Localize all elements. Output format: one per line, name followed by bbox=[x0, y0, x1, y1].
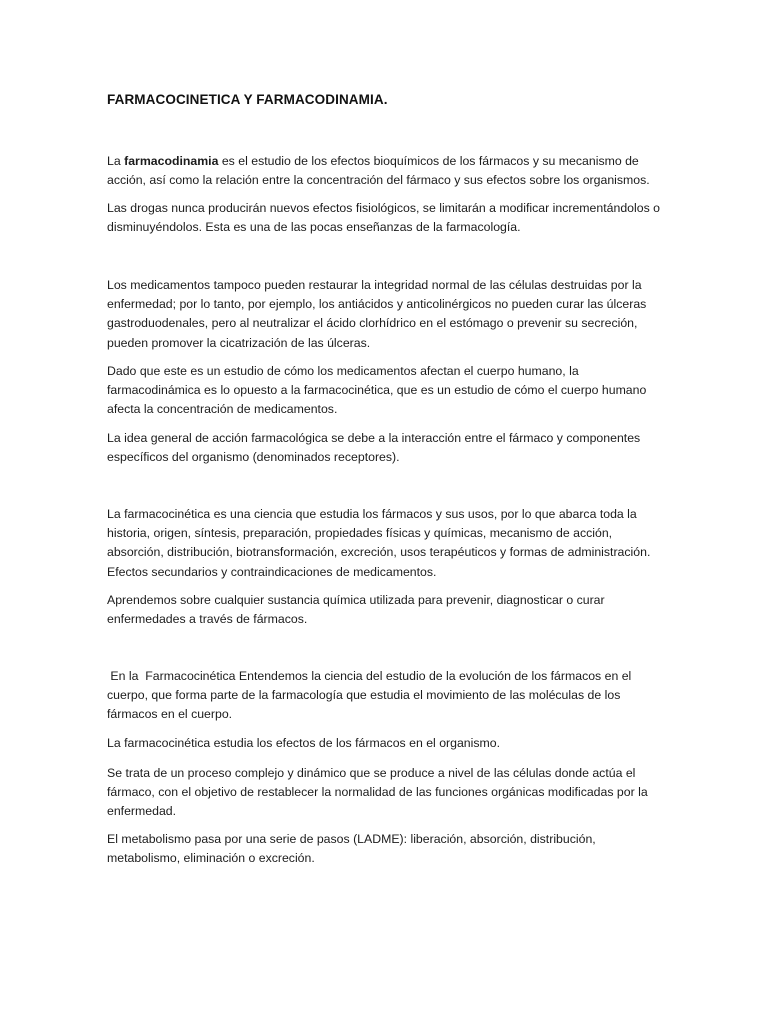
paragraph-proceso-complejo: Se trata de un proceso complejo y dinámico que se produce a nivel de las células donde actúa el fármaco, con el objetivo de restablecer la normalidad de las funciones orgánicas modificadas por la enfermedad. bbox=[107, 766, 648, 819]
paragraph-prefix: La bbox=[107, 154, 125, 168]
paragraph-farmacocinetica-ciencia: La farmacocinética es una ciencia que estudia los fármacos y sus usos, por lo que abarca toda la historia, origen, síntesis, preparación, propiedades físicas y químicas, mecanismo de acción, absorción, distribución, biotransformación, excreción, usos terapéuticos y formas de administración. Efectos secundarios y contraindicaciones de medicamentos. bbox=[107, 507, 651, 579]
bold-term-farmacodinamia: farmacodinamia bbox=[124, 154, 219, 168]
paragraph-farmacodinamica-opuesto: Dado que este es un estudio de cómo los medicamentos afectan el cuerpo humano, la farmacodinámica es lo opuesto a la farmacocinética, que es un estudio de cómo el cuerpo humano afecta la concentración de medicamentos. bbox=[107, 364, 647, 417]
paragraph-efectos-organismo: La farmacocinética estudia los efectos de los fármacos en el organismo. bbox=[107, 736, 501, 750]
document-title: FARMACOCINETICA Y FARMACODINAMIA. bbox=[107, 92, 388, 107]
paragraph-suffix: es el estudio de los efectos bioquímicos de los fármacos y su mecanismo de acción, así como la relación entre la concentración del fármaco y sus efectos sobre los organismos. bbox=[107, 154, 650, 188]
paragraph-farmacocinetica-evolucion: En la Farmacocinética Entendemos la ciencia del estudio de la evolución de los fármacos en el cuerpo, que forma parte de la farmacología que estudia el movimiento de las moléculas de los fármacos en el cuerpo. bbox=[107, 669, 635, 722]
paragraph-aprendemos: Aprendemos sobre cualquier sustancia química utilizada para prevenir, diagnosticar o curar enfermedades a través de fármacos. bbox=[107, 593, 605, 627]
paragraph-idea-general: La idea general de acción farmacológica se debe a la interacción entre el fármaco y componentes específicos del organismo (denominados receptores). bbox=[107, 431, 641, 465]
paragraph-metabolismo-ladme: El metabolismo pasa por una serie de pasos (LADME): liberación, absorción, distribución, metabolismo, eliminación o excreción. bbox=[107, 832, 596, 866]
paragraph-drogas: Las drogas nunca producirán nuevos efectos fisiológicos, se limitarán a modificar incrementándolos o disminuyéndolos. Esta es una de las pocas enseñanzas de la farmacología. bbox=[107, 201, 660, 235]
paragraph-farmacodinamia-definition bbox=[107, 152, 667, 190]
paragraph-medicamentos: Los medicamentos tampoco pueden restaurar la integridad normal de las células destruidas por la enfermedad; por lo tanto, por ejemplo, los antiácidos y anticolinérgicos no pueden curar las úlceras gastroduodenales, pero al neutralizar el ácido clorhídrico en el estómago o prevenir su secreción, pueden promover la cicatrización de las úlceras. bbox=[107, 278, 647, 350]
